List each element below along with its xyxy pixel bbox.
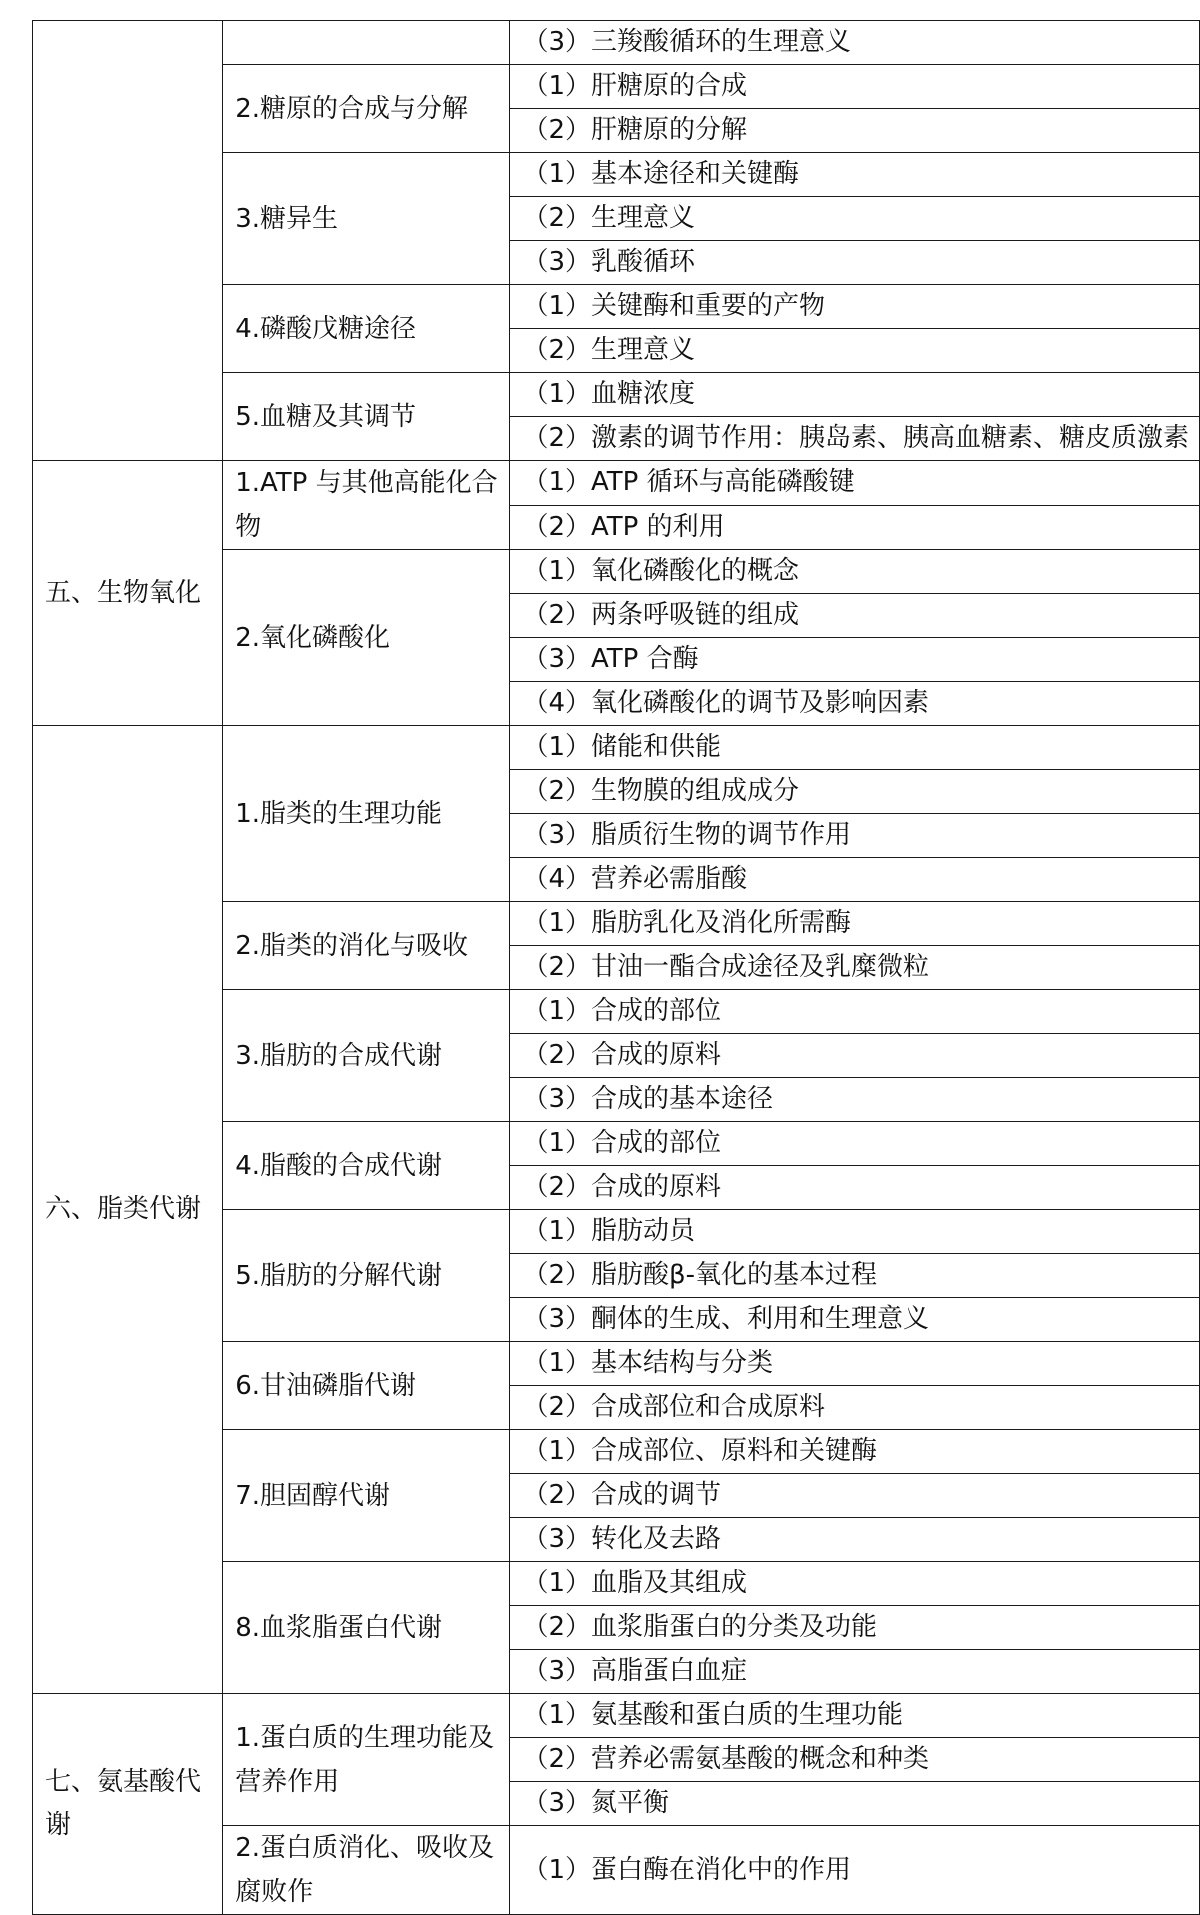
subtopic-cell: （1）基本途径和关键酶: [510, 153, 1200, 197]
topic-cell: 2.蛋白质消化、吸收及腐败作: [223, 1826, 510, 1915]
subtopic-cell: （3）高脂蛋白血症: [510, 1650, 1200, 1694]
subtopic-cell: （3）转化及去路: [510, 1518, 1200, 1562]
subtopic-cell: （1）基本结构与分类: [510, 1342, 1200, 1386]
subtopic-cell: （2）合成的调节: [510, 1474, 1200, 1518]
subtopic-cell: （1）肝糖原的合成: [510, 65, 1200, 109]
table-row: [33, 21, 1200, 65]
section-title-cell: [33, 21, 223, 461]
subtopic-cell: （1）储能和供能: [510, 726, 1200, 770]
topic-cell: 5.脂肪的分解代谢: [223, 1210, 510, 1342]
section-title-cell: 七、氨基酸代谢: [33, 1694, 223, 1915]
topic-cell: 2.氧化磷酸化: [223, 550, 510, 726]
subtopic-cell: （2）ATP 的利用: [510, 505, 1200, 550]
topic-cell: [223, 21, 510, 65]
subtopic-cell: （4）氧化磷酸化的调节及影响因素: [510, 682, 1200, 726]
section-title-cell: 五、生物氧化: [33, 461, 223, 726]
topic-cell: 2.糖原的合成与分解: [223, 65, 510, 153]
table-row: [33, 726, 1200, 770]
topic-cell: 4.磷酸戊糖途径: [223, 285, 510, 373]
subtopic-cell: （4）营养必需脂酸: [510, 858, 1200, 902]
subtopic-cell: （2）合成部位和合成原料: [510, 1386, 1200, 1430]
subtopic-cell: （2）甘油一酯合成途径及乳糜微粒: [510, 946, 1200, 990]
subtopic-cell: （1）氨基酸和蛋白质的生理功能: [510, 1694, 1200, 1738]
subtopic-cell: （1）氧化磷酸化的概念: [510, 550, 1200, 594]
subtopic-cell: （2）生理意义: [510, 329, 1200, 373]
subtopic-cell: （1）关键酶和重要的产物: [510, 285, 1200, 329]
topic-cell: 4.脂酸的合成代谢: [223, 1122, 510, 1210]
subtopic-cell: （2）营养必需氨基酸的概念和种类: [510, 1738, 1200, 1782]
subtopic-cell: （1）脂肪动员: [510, 1210, 1200, 1254]
topic-cell: 1.蛋白质的生理功能及营养作用: [223, 1694, 510, 1826]
subtopic-cell: （3）酮体的生成、利用和生理意义: [510, 1298, 1200, 1342]
topic-cell: 5.血糖及其调节: [223, 373, 510, 461]
subtopic-cell: （3）脂质衍生物的调节作用: [510, 814, 1200, 858]
subtopic-cell: （2）合成的原料: [510, 1166, 1200, 1210]
section-title-cell: 六、脂类代谢: [33, 726, 223, 1694]
subtopic-cell: （2）肝糖原的分解: [510, 109, 1200, 153]
subtopic-cell: （2）合成的原料: [510, 1034, 1200, 1078]
topic-cell: 1.ATP 与其他高能化合物: [223, 461, 510, 550]
table-row: [33, 461, 1200, 506]
subtopic-cell: （2）两条呼吸链的组成: [510, 594, 1200, 638]
subtopic-cell: （3）合成的基本途径: [510, 1078, 1200, 1122]
topic-cell: 8.血浆脂蛋白代谢: [223, 1562, 510, 1694]
subtopic-cell: （3）三羧酸循环的生理意义: [510, 21, 1200, 65]
topic-cell: 3.糖异生: [223, 153, 510, 285]
table-row: [33, 1694, 1200, 1738]
subtopic-cell: （2）脂肪酸β-氧化的基本过程: [510, 1254, 1200, 1298]
subtopic-cell: （1）血糖浓度: [510, 373, 1200, 417]
subtopic-cell: （1）蛋白酶在消化中的作用: [510, 1826, 1200, 1915]
subtopic-cell: （1）合成的部位: [510, 1122, 1200, 1166]
subtopic-cell: （3）氮平衡: [510, 1782, 1200, 1826]
subtopic-cell: （1）ATP 循环与高能磷酸键: [510, 461, 1200, 506]
topic-cell: 3.脂肪的合成代谢: [223, 990, 510, 1122]
subtopic-cell: （2）生理意义: [510, 197, 1200, 241]
syllabus-table: [32, 20, 1200, 1915]
subtopic-cell: （1）血脂及其组成: [510, 1562, 1200, 1606]
subtopic-cell: （3）ATP 合酶: [510, 638, 1200, 682]
topic-cell: 6.甘油磷脂代谢: [223, 1342, 510, 1430]
subtopic-cell: （3）乳酸循环: [510, 241, 1200, 285]
topic-cell: 7.胆固醇代谢: [223, 1430, 510, 1562]
subtopic-cell: （1）合成的部位: [510, 990, 1200, 1034]
subtopic-cell: （1）脂肪乳化及消化所需酶: [510, 902, 1200, 946]
subtopic-cell: （2）血浆脂蛋白的分类及功能: [510, 1606, 1200, 1650]
subtopic-cell: （2）生物膜的组成成分: [510, 770, 1200, 814]
subtopic-cell: （2）激素的调节作用：胰岛素、胰高血糖素、糖皮质激素: [510, 417, 1200, 461]
syllabus-table-body: [33, 21, 1200, 1915]
subtopic-cell: （1）合成部位、原料和关键酶: [510, 1430, 1200, 1474]
topic-cell: 2.脂类的消化与吸收: [223, 902, 510, 990]
topic-cell: 1.脂类的生理功能: [223, 726, 510, 902]
